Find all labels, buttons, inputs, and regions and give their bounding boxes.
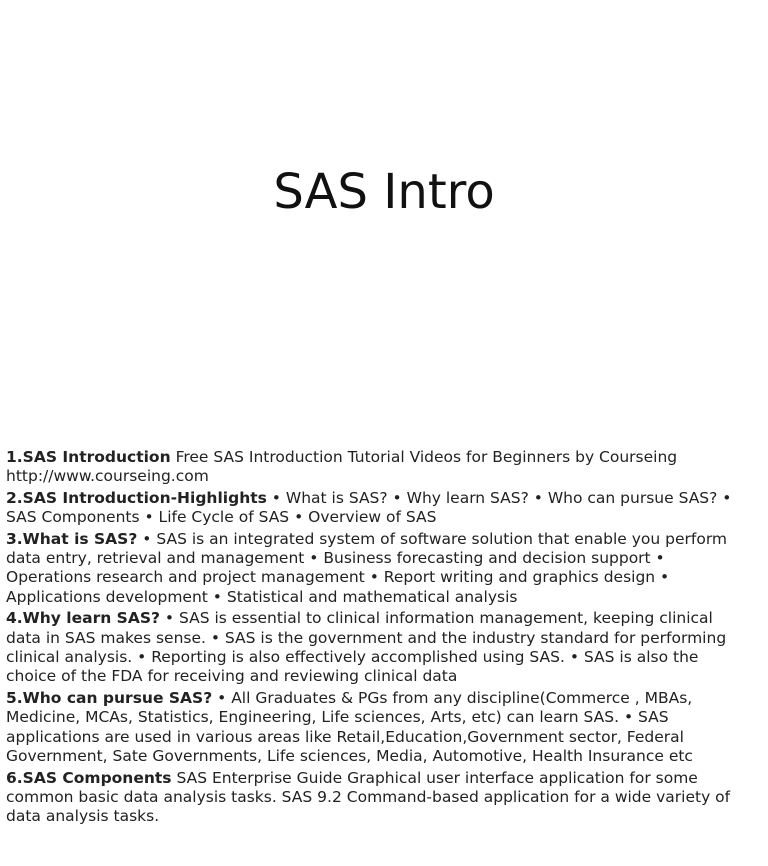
item-text: • All Graduates & PGs from any discipline(Commerce , MBAs, Medicine, MCAs, Statistics, Engineering, Life sciences, Arts, etc) can learn SAS. • SAS applications are used in various areas like Retail,Education,Government sector, Federal Government, Sate Governments, Life sciences, Media, Automotive, Health Insurance etc [6,688,693,766]
item-text: • SAS is essential to clinical information management, keeping clinical data in SAS makes sense. • SAS is the government and the industry standard for performing clinical analysis. • Reporting is also effectively accomplished using SAS. • SAS is also the choice of the FDA for receiving and reviewing clinical data [6,609,727,686]
item-text: SAS Enterprise Guide Graphical user interface application for some common basic data analysis tasks. SAS 9.2 Command-based application for a wide variety of data analysis tasks. [6,768,731,826]
list-item-3 [6,530,750,608]
slide-list [6,448,750,829]
item-text: • What is SAS? • Why learn SAS? • Who can pursue SAS? • SAS Components • Life Cycle of SAS • Overview of SAS [6,488,732,527]
item-heading: 1.SAS Introduction [6,448,171,466]
list-item-1 [6,448,750,487]
item-heading: 4.Why learn SAS? [6,609,160,628]
item-text: Free SAS Introduction Tutorial Videos for Beginners by Courseing http://www.courseing.com [6,448,678,486]
item-heading: 6.SAS Components [6,768,172,787]
list-item-5 [6,689,750,767]
list-item-6 [6,769,750,827]
item-heading: 2.SAS Introduction-Highlights [6,488,267,507]
list-item-4 [6,609,750,687]
page-title: SAS Intro [273,164,495,220]
item-heading: 5.Who can pursue SAS? [6,688,213,707]
item-heading: 3.What is SAS? [6,529,138,548]
item-text: • SAS is an integrated system of software solution that enable you perform data entry, retrieval and management • Business forecasting and decision support • Operations research and project management • Report writing and graphics design • Applications development • Statistical and mathematical analysis [6,529,728,606]
list-item-2 [6,489,750,528]
